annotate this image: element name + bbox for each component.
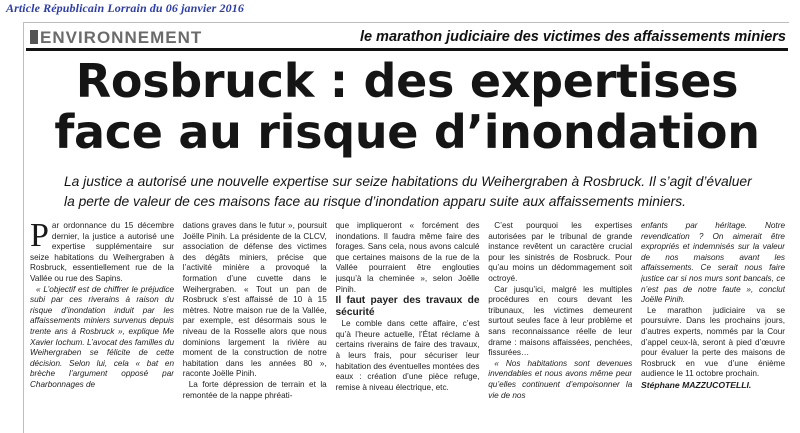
- rubric-block: [30, 30, 38, 44]
- column-3: [336, 221, 480, 429]
- paragraph: « L’objectif est de chiffrer le préjudice subi par ces riverains à raison du risque d’inondation induit par les affaissements miniers survenus depuis trente ans à Rosbruck », explique Me Xavier Iochum. L’avocat des familles du Weihergraben se félicite de cette décision. Selon lui, cela « bat en brèche l’argument opposé par Charbonnages de: [30, 284, 174, 389]
- column-1: [30, 221, 174, 429]
- headline-line-2: face au risque d’inondation: [54, 105, 760, 159]
- paragraph: Le comble dans cette affaire, c’est qu’à l’heure actuelle, l’État réclame à certains riverains de faire des travaux, à leurs frais, pour sécuriser leur habitation des éventuelles montées des eaux : création d’une pièce refuge, remise à niveau électrique, etc.: [335, 319, 480, 392]
- paragraph: Car jusqu’ici, malgré les multiples procédures en cours devant les tribunaux, les victimes demeurent surtout seules face à leur problème et sans reconnaissance réelle de leur drame : maisons affaissées, penchées, fissurées…: [488, 284, 633, 358]
- paragraph: « Nos habitations sont devenues invendables et nous avons même peur qu’elles continuent d’empoisonner la vie de nos: [488, 358, 633, 400]
- subheading: Il faut payer des travaux de sécurité: [335, 295, 480, 319]
- column-4: [488, 221, 632, 429]
- article-source-caption: Article Républicain Lorrain du 06 janvier 2016: [6, 1, 244, 15]
- column-5: [641, 221, 785, 429]
- paragraph: que impliqueront « forcément des inondations. Il faudra même faire des forages. Sans cela, nous avons calculé que certaines maisons de la rue de la Vallée pourraient être englouties jusqu’à la cheminée », selon Joëlle Pinih.: [335, 221, 480, 294]
- column-2: [183, 221, 327, 429]
- kicker-subtitle: le marathon judiciaire des victimes des affaissements miniers: [359, 29, 786, 45]
- article-body: [30, 221, 785, 429]
- drop-cap: P: [30, 221, 49, 254]
- lead-paragraph: La justice a autorisé une nouvelle expertise sur seize habitations du Weihergraben à Rosbruck. Il s’agit d’évaluer la perte de valeur de ces maisons face au risque d’inondation apparu suite aux affaissements miniers.: [64, 174, 752, 209]
- headline: [26, 56, 788, 158]
- author-signature: Stéphane MAZZUCOTELLI.: [641, 379, 752, 390]
- paragraph: dations graves dans le futur », poursuit Joëlle Pinih. La présidente de la CLCV, association de défense des victimes des dégâts miniers, précise que l’activité minière a provoqué la formation d’une cuvette dans le Weihergraben. « Tout un pan de Rosbruck s’est affaissé de 10 à 15 mètres. Notre maison rue de la Vallée, par exemple, est désormais sous le niveau de la Rosselle alors que nous dominions largement la rivière au moment de la construction de notre habitation dans les années 80 », raconte Joëlle Pinih.: [182, 221, 327, 379]
- paragraph: enfants par héritage. Notre revendication ? On aimerait être expropriés et indemnisés sur la valeur de nos maisons avant les affaissements. Ce serait nous faire justice car si nos murs sont bancals, ce n’est pas de notre faute », conclut Joëlle Pinih.: [641, 221, 785, 305]
- rubric-bar: [26, 28, 788, 51]
- rubric-label: ENVIRONNEMENT: [40, 28, 203, 47]
- headline-line-1: Rosbruck : des expertises: [75, 54, 739, 108]
- paragraph: ar ordonnance du 15 décembre dernier, la justice a autorisé une expertise supplémentaire sur seize habitations du Weihergraben à Rosbruck, essentiellement rue de la Vallée ou rue des Sapins.: [30, 221, 174, 283]
- paragraph: C’est pourquoi les expertises autorisées par le tribunal de grande instance revêtent un caractère crucial pour les sinistrés de Rosbruck. Pour qu’au moins un dédommagement soit octroyé.: [488, 221, 633, 283]
- paragraph: Le marathon judiciaire va se poursuivre. Dans les prochains jours, d’autres experts, nommés par la Cour d’appel ceux-là, seront à pied d’œuvre pour évaluer la perte des maisons de Rosbruck en vue d’une énième audience le 11 octobre prochain.: [641, 305, 785, 379]
- paragraph: La forte dépression de terrain et la remontée de la nappe phréati-: [182, 379, 327, 400]
